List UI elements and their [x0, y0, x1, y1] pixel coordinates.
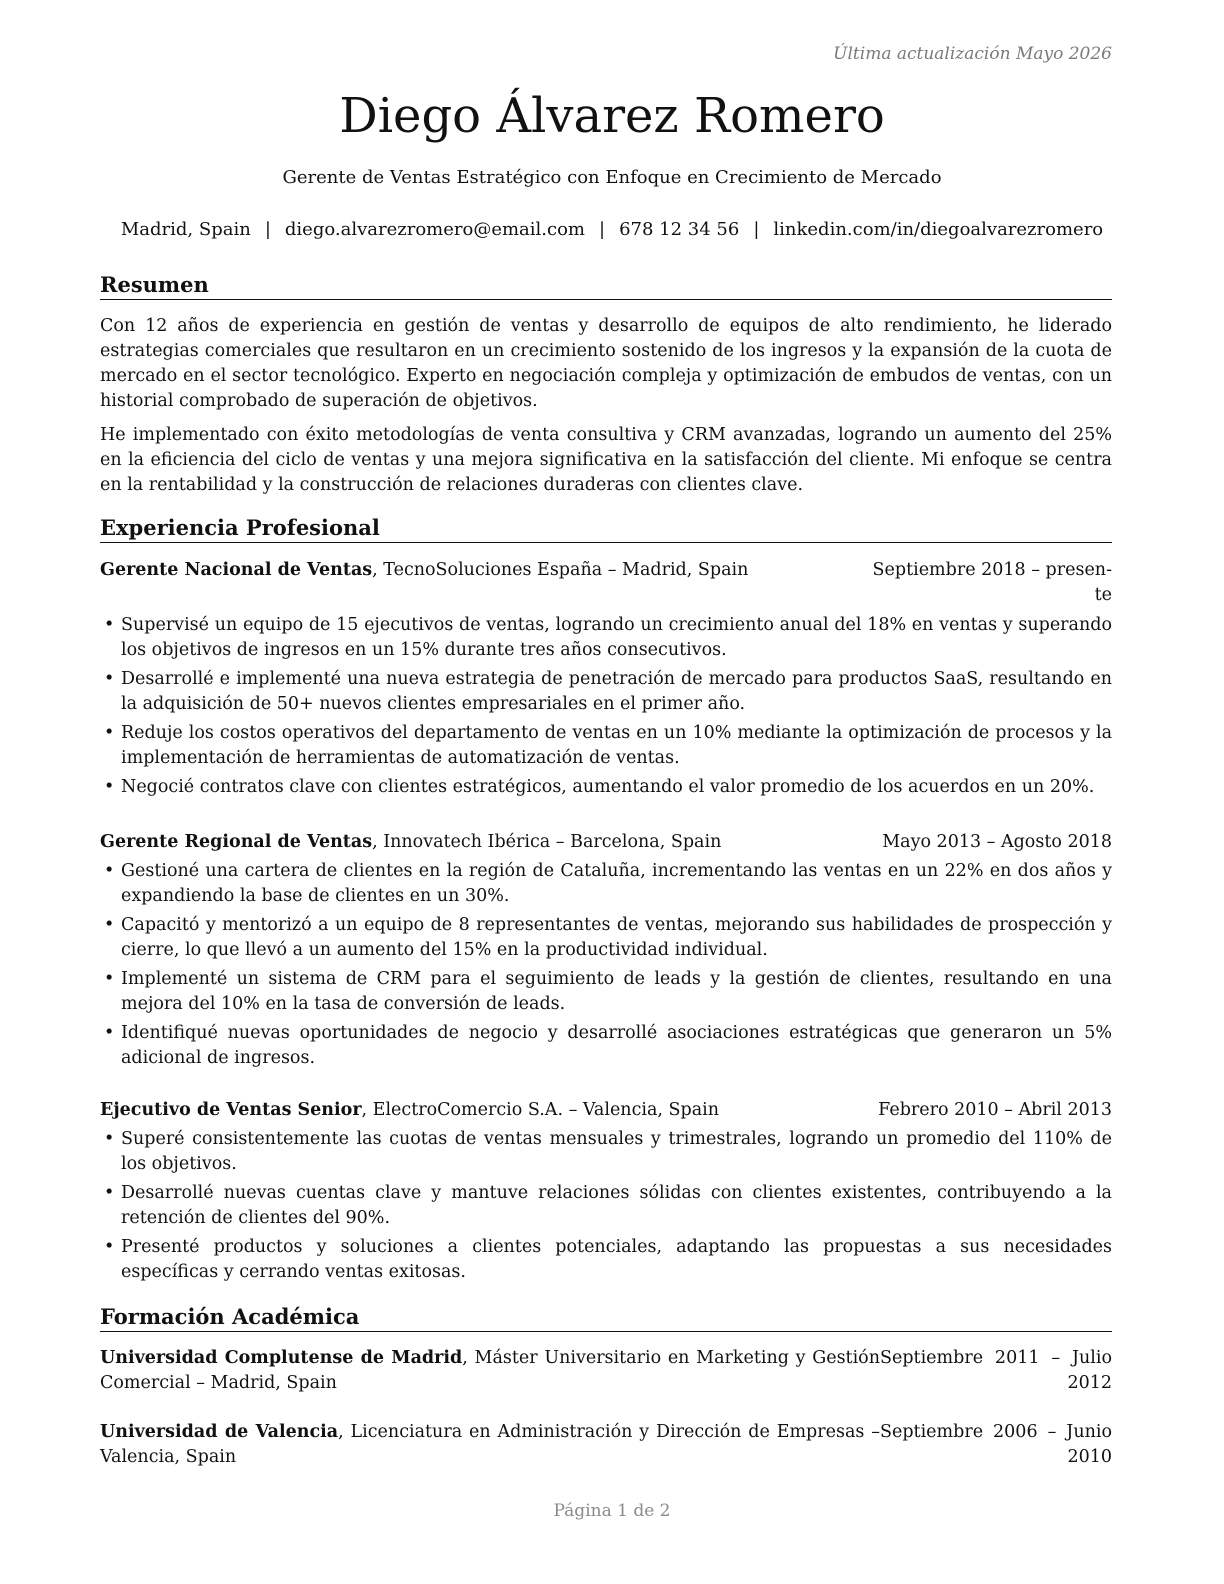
section-title-summary: Resumen [100, 272, 1112, 300]
list-item [100, 721, 1112, 771]
job-header [100, 558, 1112, 608]
contact-line [0, 219, 1224, 240]
contact-separator: | [599, 219, 606, 240]
job-company: , ElectroComercio S.A. – Valencia, Spain [361, 1100, 720, 1120]
job-role: Gerente Nacional de Ventas [100, 560, 373, 580]
list-item-text: Desarrollé e implementé una nueva estrategia de penetración de mercado para productos SaaS, resultando en la adquisición de 50+ nuevos clientes empresariales en el primer año. [121, 669, 1112, 714]
list-item [100, 667, 1112, 717]
job-dates-line-1: Septiembre 2018 – presen- [872, 560, 1112, 580]
contact-email[interactable]: diego.alvarezromero@email.com [284, 219, 585, 240]
list-item [100, 1127, 1112, 1177]
job-title-line [100, 830, 721, 855]
job-role: Ejecutivo de Ventas Senior [100, 1100, 362, 1120]
section-title-experience: Experiencia Profesional [100, 515, 1112, 543]
job-dates: Mayo 2013 – Agosto 2018 [882, 832, 1112, 852]
list-item-text: Implementé un sistema de CRM para el seguimiento de leads y la gestión de clientes, resultando en una mejora del 10% en la tasa de conversión de leads. [121, 969, 1112, 1014]
list-item-text: Presenté productos y soluciones a clientes potenciales, adaptando las propuestas a sus necesidades específicas y cerrando ventas exitosas. [121, 1237, 1112, 1282]
contact-linkedin[interactable]: linkedin.com/in/diegoalvarezromero [773, 219, 1104, 240]
bullet-point: • [104, 723, 115, 743]
contact-separator: | [264, 219, 271, 240]
bullet-point: • [104, 1023, 115, 1043]
education-details [100, 1420, 880, 1470]
education-institution: Universidad Complutense de Madrid [100, 1348, 463, 1368]
bullet-point: • [104, 669, 115, 689]
bullet-point: • [104, 777, 115, 797]
job-company: , Innovatech Ibérica – Barcelona, Spain [372, 832, 722, 852]
job-company: , TecnoSoluciones España – Madrid, Spain [372, 560, 749, 580]
bullet-point: • [104, 861, 115, 881]
list-item [100, 913, 1112, 963]
bullet-point: • [104, 969, 115, 989]
job-dates: Febrero 2010 – Abril 2013 [878, 1100, 1112, 1120]
list-item-text: Capacitó y mentorizó a un equipo de 8 representantes de ventas, mejorando sus habilidades de prospección y cierre, lo que llevó a un aumento del 15% en la productividad individual. [121, 915, 1112, 960]
list-item-text: Negocié contratos clave con clientes estratégicos, aumentando el valor promedio de los acuerdos en un 20%. [121, 777, 1095, 797]
bullet-point: • [104, 1183, 115, 1203]
job-header [100, 1098, 1112, 1123]
job-achievements-list [100, 859, 1112, 1075]
education-details [100, 1346, 880, 1396]
job-achievements-list [100, 613, 1112, 804]
list-item-text: Identifiqué nuevas oportunidades de negocio y desarrollé asociaciones estratégicas que generaron un 5% adicional de ingresos. [121, 1023, 1112, 1068]
bullet-point: • [104, 615, 115, 635]
list-item-text: Superé consistentemente las cuotas de ventas mensuales y trimestrales, logrando un promedio del 110% de los objetivos. [121, 1129, 1112, 1174]
education-dates: Septiembre 2011 – Julio 2012 [880, 1348, 1112, 1393]
contact-separator: | [753, 219, 760, 240]
list-item-text: Gestioné una cartera de clientes en la región de Cataluña, incrementando las ventas en un 22% en dos años y expandiendo la base de clientes en un 30%. [121, 861, 1112, 906]
list-item-text: Desarrollé nuevas cuentas clave y mantuve relaciones sólidas con clientes existentes, contribuyendo a la retención de clientes del 90%. [121, 1183, 1112, 1228]
list-item [100, 1235, 1112, 1285]
last-updated-note: Última actualización Mayo 2026 [833, 44, 1112, 64]
education-institution: Universidad de Valencia [100, 1422, 339, 1442]
list-item-text: Reduje los costos operativos del departamento de ventas en un 10% mediante la optimización de procesos y la implementación de herramientas de automatización de ventas. [121, 723, 1112, 768]
list-item [100, 859, 1112, 909]
list-item [100, 1021, 1112, 1071]
list-item [100, 775, 1112, 800]
candidate-headline: Gerente de Ventas Estratégico con Enfoque en Crecimiento de Mercado [282, 167, 942, 188]
bullet-point: • [104, 1237, 115, 1257]
bullet-point: • [104, 915, 115, 935]
summary-paragraph-1: Con 12 años de experiencia en gestión de ventas y desarrollo de equipos de alto rendimiento, he liderado estrategias comerciales que resultaron en un crecimiento sostenido de los ingresos y la expansión de la cuota de mercado en el sector tecnológico. Experto en negociación compleja y optimización de embudos de ventas, con un historial comprobado de superación de objetivos. [100, 316, 1112, 411]
list-item [100, 613, 1112, 663]
education-entry [100, 1420, 1112, 1470]
education-dates: Septiembre 2006 – Junio 2010 [880, 1422, 1112, 1467]
job-header [100, 830, 1112, 855]
list-item [100, 1181, 1112, 1231]
job-dates-line-2: te [1094, 585, 1112, 605]
job-dates [873, 558, 1112, 608]
contact-location: Madrid, Spain [120, 219, 251, 240]
job-title-line [100, 558, 748, 583]
job-role: Gerente Regional de Ventas [100, 832, 373, 852]
education-degree: , Máster Universitario en Marketing y Gestión Comercial – Madrid, Spain [100, 1348, 880, 1393]
bullet-point: • [104, 1129, 115, 1149]
section-title-education: Formación Académica [100, 1304, 1112, 1332]
job-title-line [100, 1098, 719, 1123]
page-number: Página 1 de 2 [553, 1501, 671, 1521]
education-entry [100, 1346, 1112, 1396]
list-item-text: Supervisé un equipo de 15 ejecutivos de ventas, logrando un crecimiento anual del 18% en ventas y superando los objetivos de ingresos en un 15% durante tres años consecutivos. [121, 615, 1112, 660]
summary-paragraph-2: He implementado con éxito metodologías de venta consultiva y CRM avanzadas, logrando un aumento del 25% en la eficiencia del ciclo de ventas y una mejora significativa en la satisfacción del cliente. Mi enfoque se centra en la rentabilidad y la construcción de relaciones duraderas con clientes clave. [100, 425, 1112, 495]
job-achievements-list [100, 1127, 1112, 1289]
education-degree: , Licenciatura en Administración y Dirección de Empresas – Valencia, Spain [100, 1422, 880, 1467]
list-item [100, 967, 1112, 1017]
candidate-name: Diego Álvarez Romero [339, 88, 885, 144]
contact-phone: 678 12 34 56 [619, 219, 740, 240]
